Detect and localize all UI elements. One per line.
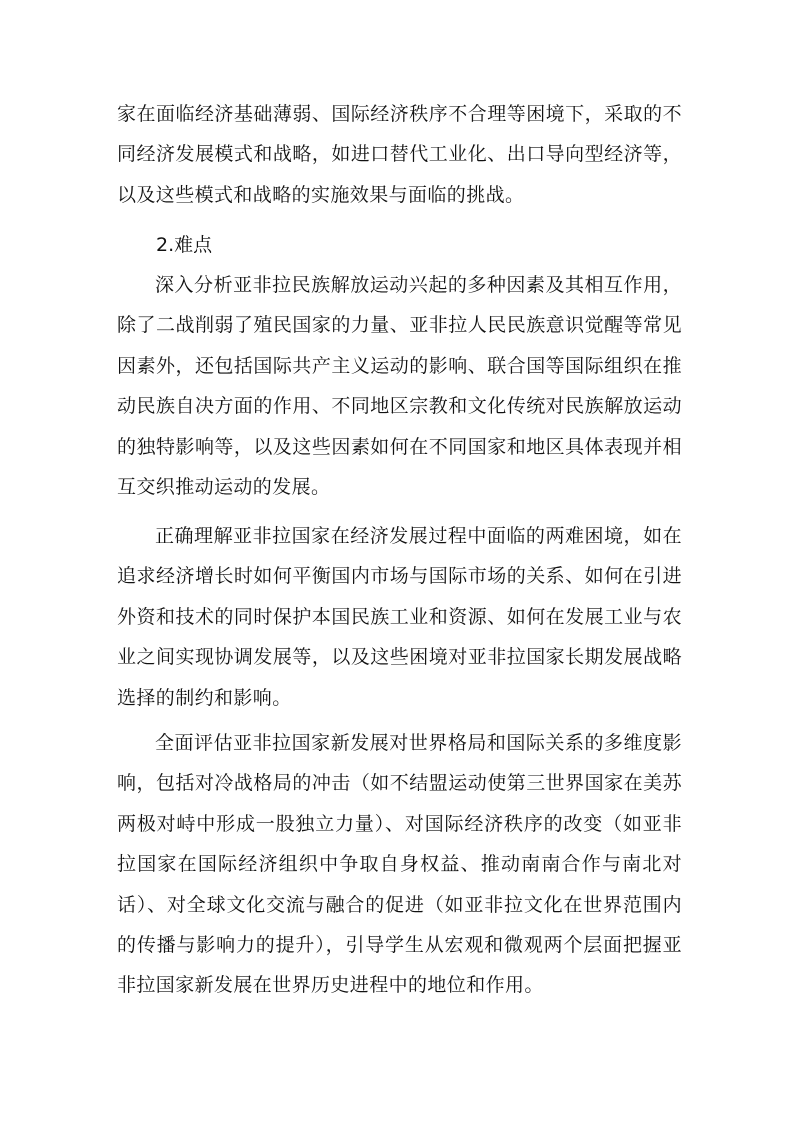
paragraph-text: 家在面临经济基础薄弱、国际经济秩序不合理等困境下，采取的不同经济发展模式和战略，如进口替代工业化、出口导向型经济等，以及这些模式和战略的实施效果与面临的挑战。 [117,103,682,206]
paragraph-text: 全面评估亚非拉国家新发展对世界格局和国际关系的多维度影响，包括对冷战格局的冲击（如不结盟运动使第三世界国家在美苏两极对峙中形成一股独立力量）、对国际经济秩序的改变（如亚非拉国家在国际经济组织中争取自身权益、推动南南合作与南北对话）、对全球文化交流与融合的促进（如亚非拉文化在世界范围内的传播与影响力的提升），引导学生从宏观和微观两个层面把握亚非拉国家新发展在世界历史进程中的地位和作用。 [117,732,682,997]
paragraph-text: 正确理解亚非拉国家在经济发展过程中面临的两难困境，如在追求经济增长时如何平衡国内市场与国际市场的关系、如何在引进外资和技术的同时保护本国民族工业和资源、如何在发展工业与农业之间实现协调发展等，以及这些困境对亚非拉国家长期发展战略选择的制约和影响。 [117,525,682,709]
paragraph-text: 深入分析亚非拉民族解放运动兴起的多种因素及其相互作用，除了二战削弱了殖民国家的力量、亚非拉人民民族意识觉醒等常见因素外，还包括国际共产主义运动的影响、联合国等国际组织在推动民族自决方面的作用、不同地区宗教和文化传统对民族解放运动的独特影响等，以及这些因素如何在不同国家和地区具体表现并相互交织推动运动的发展。 [117,274,682,499]
paragraph-national-liberation-factors [117,265,682,507]
paragraph-continuation [117,94,682,215]
paragraph-world-impact [117,723,682,1006]
paragraph-economic-dilemmas [117,516,682,718]
section-heading-difficulties: 2.难点 [156,234,213,256]
